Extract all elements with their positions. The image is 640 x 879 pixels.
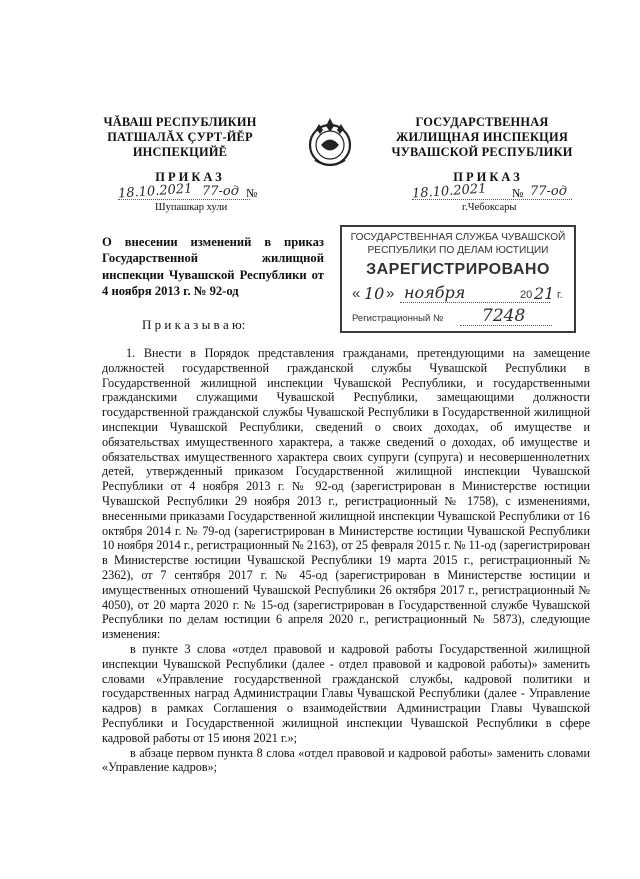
registration-stamp: [340, 225, 576, 333]
left-number: 77-од: [202, 184, 240, 199]
stamp-day-close-quote: »: [386, 285, 395, 302]
order-word-right: ПРИКАЗ: [453, 170, 523, 184]
stamp-reg-underline: [460, 325, 552, 326]
stamp-year-suffix: г.: [557, 289, 563, 301]
left-date-underline: [118, 199, 250, 200]
header-right-line-3: ЧУВАШСКОЙ РЕСПУБЛИКИ: [391, 145, 573, 159]
left-number-sign: №: [246, 186, 258, 200]
stamp-month: ноября: [404, 283, 466, 302]
header-left-org: [70, 115, 290, 160]
right-number-sign: №: [512, 186, 524, 200]
paragraph-2: в пункте 3 слова «отдел правовой и кадровой работы Государственной жилищной инспекции Чувашской Республики (далее - отдел правовой и кадровой работы)» заменить словами «Управление государственной гражданской службы, кадровой политики и государственных наград Администрации Главы Чувашской Республики (далее - Управление кадров) в рамках Соглашения о взаимодействии Администрации Главы Чувашской Республики и Государственной жилищной инспекции Чувашской Республики в сфере кадровой работы от 15 июня 2021 г.»;: [102, 641, 590, 745]
right-date: 18.10.2021: [411, 181, 487, 202]
header-left-line-1: ЧĂВАШ РЕСПУБЛИКИН: [103, 115, 257, 129]
header-right-line-2: ЖИЛИЩНАЯ ИНСПЕКЦИЯ: [396, 130, 568, 144]
stamp-year-prefix: 20: [520, 289, 533, 301]
stamp-day: 10: [364, 284, 385, 303]
stamp-day-open-quote: «: [352, 285, 361, 302]
document-body: [102, 346, 590, 775]
header-right-org: [362, 115, 602, 160]
header-left-line-2: ПАТШАЛĂХ ÇУРТ-ЙĔР: [107, 130, 253, 144]
stamp-line-2: РЕСПУБЛИКИ ПО ДЕЛАМ ЮСТИЦИИ: [367, 245, 549, 256]
order-directive: П р и к а з ы в а ю:: [142, 317, 246, 332]
paragraph-1: 1. Внести в Порядок представления гражданами, претендующими на замещение должностей государственной гражданской службы Чувашской Республики в Государственной жилищной инспекции Чувашской Республики, и государственными гражданскими служащими Чувашской Республики, замещающими должности государственной гражданской службы Чувашской Республики в Государственной жилищной инспекции Чувашской Республики, сведений о своих доходах, об имуществе и обязательствах имущественного характера, а также сведений о доходах, об имуществе и обязательствах имущественного характера своих супруги (супруга) и несовершеннолетних детей, утвержденный приказом Государственной жилищной инспекции Чувашской Республики от 4 ноября 2013 г. № 92-од (зарегистрирован в Министерстве юстиции Чувашской Республики 29 ноября 2013 г., регистрационный № 1758), с изменениями, внесенными приказами Государственной жилищной инспекции Чувашской Республики от 16 октября 2014 г. № 79-од (зарегистрирован в Министерстве юстиции Чувашской Республики 10 ноября 2014 г., регистрационный № 2163), от 25 февраля 2015 г. № 11-од (зарегистрирован в Министерстве юстиции Чувашской Республики 19 марта 2015 г., регистрационный № 2362), от 7 сентября 2017 г. № 45-од (зарегистрирован в Министерстве юстиции и имущественных отношений Чувашской Республики 26 октября 2017 г., регистрационный № 4050), от 20 марта 2020 г. № 15-од (зарегистрирован в Государственной службе Чувашской Республики по делам юстиции 6 апреля 2020 г., регистрационный № 5873), следующие изменения:: [102, 346, 590, 642]
right-city: г.Чебоксары: [462, 202, 517, 213]
paragraph-3: в абзаце первом пункта 8 слова «отдел правовой и кадровой работы» заменить словами «Управление кадров»;: [102, 745, 590, 775]
stamp-reg-row: [352, 306, 568, 327]
coat-of-arms-emblem: [305, 112, 355, 170]
stamp-date-row: [352, 285, 568, 305]
stamp-status: ЗАРЕГИСТРИРОВАНО: [366, 261, 550, 278]
left-date: 18.10.2021: [117, 181, 193, 202]
stamp-year: 21: [534, 284, 555, 303]
stamp-reg-number: 7248: [482, 306, 526, 326]
right-number: 77-од: [530, 184, 568, 199]
right-date-line: [411, 181, 582, 202]
stamp-date-underline: [400, 302, 550, 303]
stamp-reg-label: Регистрационный №: [352, 313, 444, 324]
left-date-line: [117, 181, 278, 202]
left-city: Шупашкар хули: [155, 202, 228, 213]
header-left-line-3: ИНСПЕКЦИЙĔ: [132, 145, 228, 159]
stamp-line-1: ГОСУДАРСТВЕННАЯ СЛУЖБА ЧУВАШСКОЙ: [350, 232, 566, 243]
document-title: О внесении изменений в приказ Государственной жилищной инспекции Чувашской Республики от 4 ноября 2013 г. № 92-од: [102, 235, 324, 299]
header-right-line-1: ГОСУДАРСТВЕННАЯ: [415, 115, 549, 129]
order-word-left: ПРИКАЗ: [155, 170, 225, 184]
right-date-underline: [412, 199, 572, 200]
